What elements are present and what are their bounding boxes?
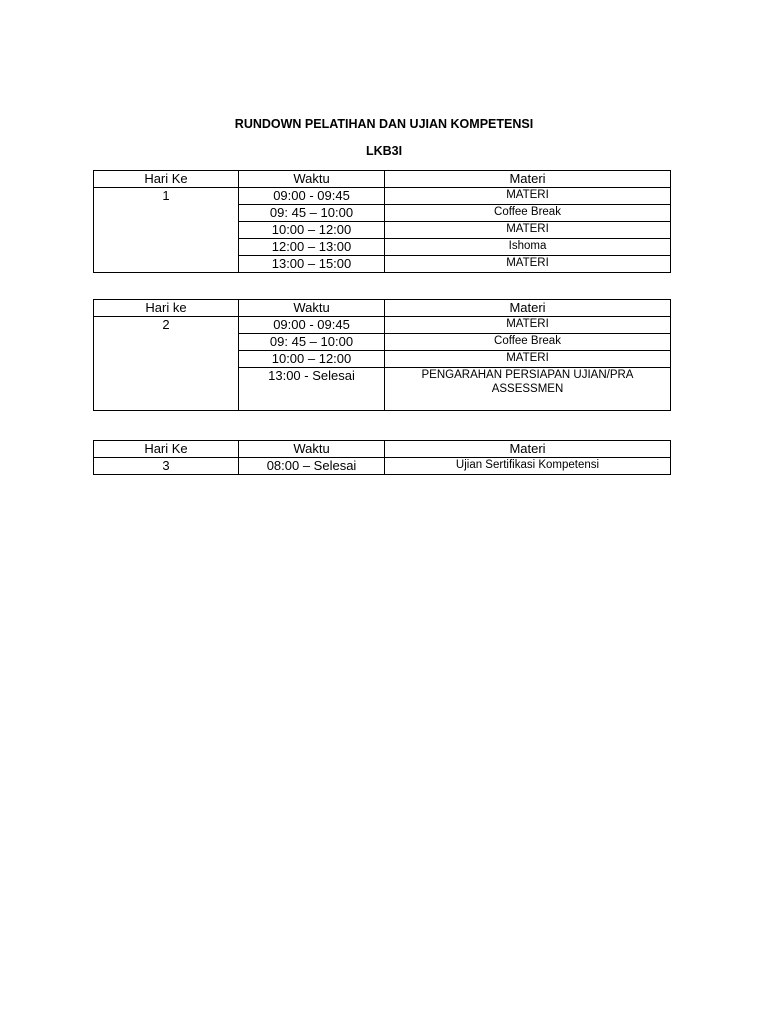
document-subtitle: LKB3I xyxy=(365,144,403,158)
time-cell: 10:00 – 12:00 xyxy=(239,351,385,368)
header-materi: Materi xyxy=(385,300,671,317)
materi-cell: PENGARAHAN PERSIAPAN UJIAN/PRA ASSESSMEN xyxy=(385,368,671,411)
time-cell: 09:00 - 09:45 xyxy=(239,188,385,205)
header-waktu: Waktu xyxy=(239,300,385,317)
day-number-cell: 3 xyxy=(94,458,239,475)
time-cell: 09: 45 – 10:00 xyxy=(239,205,385,222)
header-hari-ke: Hari Ke xyxy=(94,441,239,458)
header-hari-ke: Hari Ke xyxy=(94,171,239,188)
day-number-cell: 2 xyxy=(94,317,239,411)
materi-cell: MATERI xyxy=(385,317,671,334)
table-row xyxy=(94,188,671,205)
schedule-table-day-1 xyxy=(93,170,671,273)
time-cell: 09:00 - 09:45 xyxy=(239,317,385,334)
materi-cell: Ishoma xyxy=(385,239,671,256)
header-materi: Materi xyxy=(385,441,671,458)
schedule-table-day-3 xyxy=(93,440,671,475)
time-cell: 09: 45 – 10:00 xyxy=(239,334,385,351)
time-cell: 08:00 – Selesai xyxy=(239,458,385,475)
day-number-cell: 1 xyxy=(94,188,239,273)
materi-cell: Ujian Sertifikasi Kompetensi xyxy=(385,458,671,475)
time-cell: 12:00 – 13:00 xyxy=(239,239,385,256)
materi-cell: Coffee Break xyxy=(385,334,671,351)
time-cell: 13:00 - Selesai xyxy=(239,368,385,411)
header-waktu: Waktu xyxy=(239,171,385,188)
header-waktu: Waktu xyxy=(239,441,385,458)
schedule-table-day-2 xyxy=(93,299,671,411)
header-hari-ke: Hari ke xyxy=(94,300,239,317)
header-materi: Materi xyxy=(385,171,671,188)
time-cell: 10:00 – 12:00 xyxy=(239,222,385,239)
time-cell: 13:00 – 15:00 xyxy=(239,256,385,273)
table-header-row xyxy=(94,441,671,458)
table-header-row xyxy=(94,171,671,188)
table-row xyxy=(94,458,671,475)
materi-cell: MATERI xyxy=(385,188,671,205)
materi-cell: MATERI xyxy=(385,256,671,273)
materi-cell: MATERI xyxy=(385,351,671,368)
materi-cell: Coffee Break xyxy=(385,205,671,222)
materi-cell: MATERI xyxy=(385,222,671,239)
table-row xyxy=(94,317,671,334)
table-header-row xyxy=(94,300,671,317)
document-title: RUNDOWN PELATIHAN DAN UJIAN KOMPETENSI xyxy=(234,117,534,131)
